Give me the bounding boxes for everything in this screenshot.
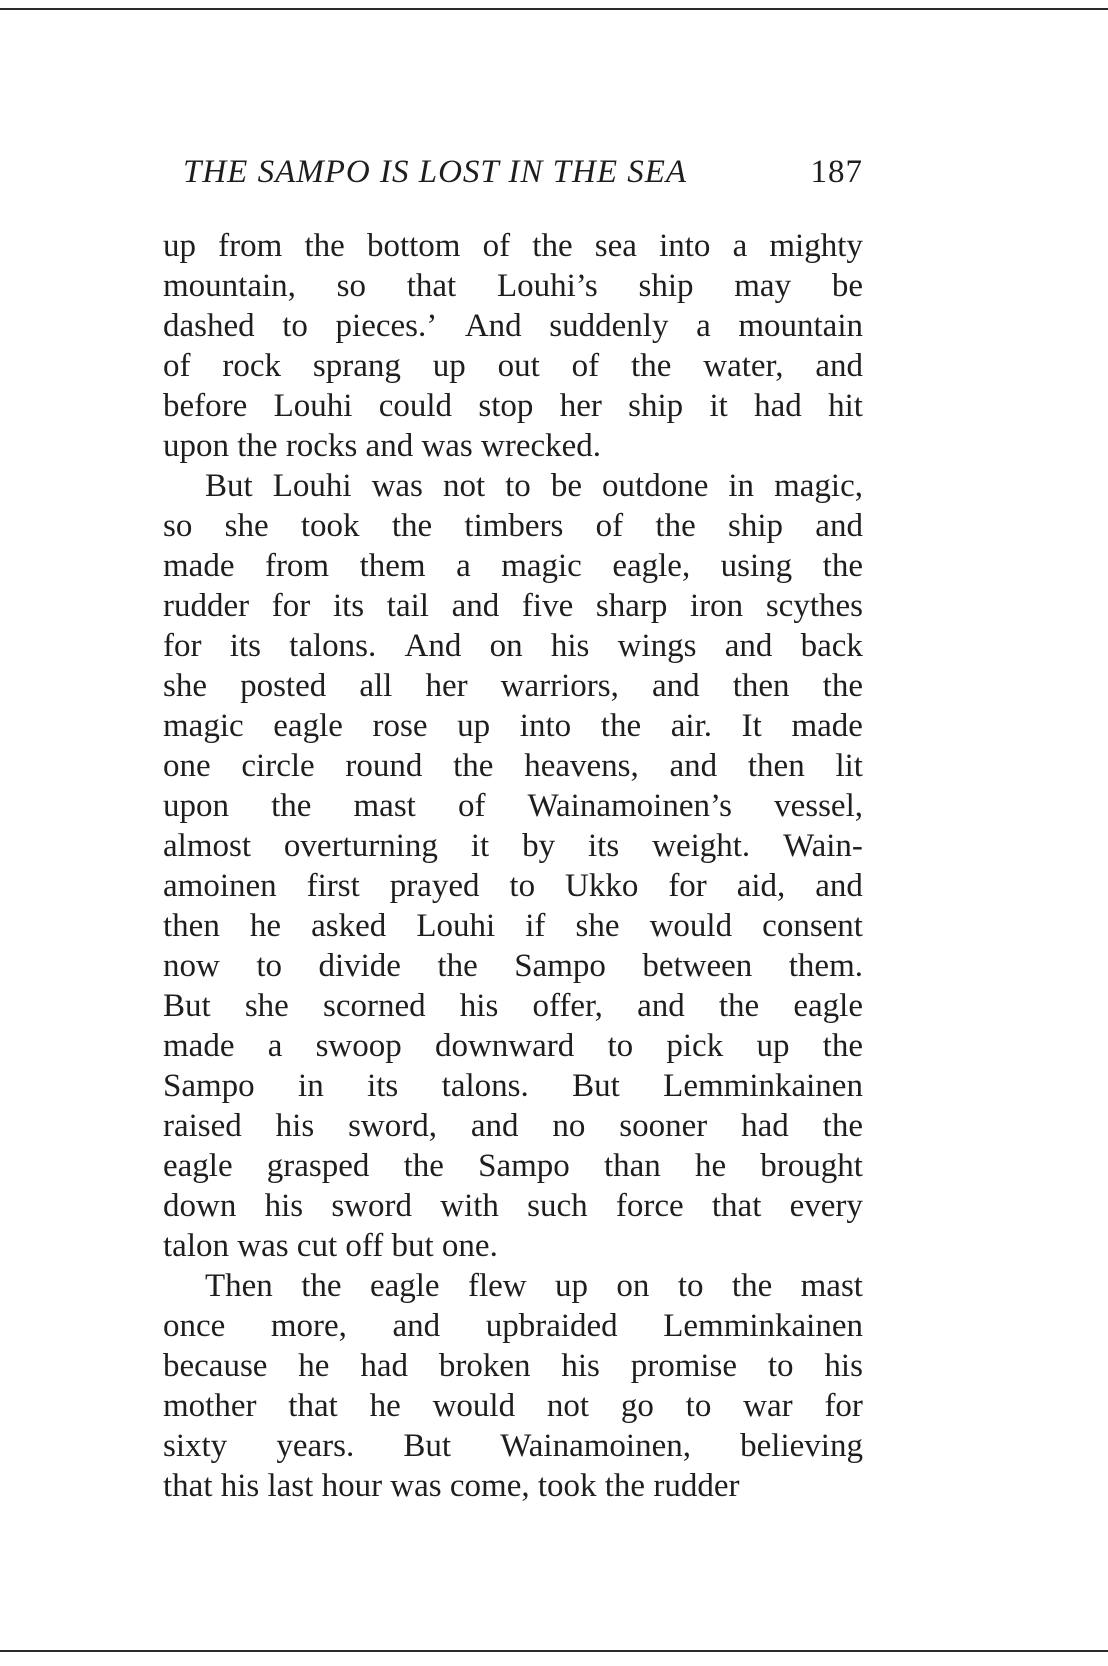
text-line: made from them a magic eagle, using the [163, 548, 863, 584]
text-line: But Louhi was not to be outdone in magic, [205, 468, 863, 504]
text-line: so she took the timbers of the ship and [163, 508, 863, 544]
body-text [163, 226, 863, 1506]
text-line: But she scorned his offer, and the eagle [163, 988, 863, 1024]
paragraph [163, 1266, 863, 1506]
text-line: made a swoop downward to pick up the [163, 1028, 863, 1064]
text-line: because he had broken his promise to his [163, 1348, 863, 1384]
text-line: magic eagle rose up into the air. It made [163, 708, 863, 744]
top-rule [0, 8, 1108, 10]
text-line: mountain, so that Louhi’s ship may be [163, 268, 863, 304]
running-title: THE SAMPO IS LOST IN THE SEA [183, 154, 688, 190]
text-line: Sampo in its talons. But Lemminkainen [163, 1068, 863, 1104]
text-line: raised his sword, and no sooner had the [163, 1108, 863, 1144]
text-line: she posted all her warriors, and then the [163, 668, 863, 704]
text-line: of rock sprang up out of the water, and [163, 348, 863, 384]
running-head [183, 154, 863, 198]
text-line: once more, and upbraided Lemminkainen [163, 1308, 863, 1344]
text-line: that his last hour was come, took the rudder [163, 1468, 740, 1504]
text-line: for its talons. And on his wings and back [163, 628, 863, 664]
text-line: Then the eagle flew up on to the mast [205, 1268, 863, 1304]
text-line: before Louhi could stop her ship it had hit [163, 388, 863, 424]
paragraph [163, 226, 863, 466]
text-line: then he asked Louhi if she would consent [163, 908, 863, 944]
text-line: one circle round the heavens, and then lit [163, 748, 863, 784]
text-line: sixty years. But Wainamoinen, believing [163, 1428, 863, 1464]
text-line: eagle grasped the Sampo than he brought [163, 1148, 863, 1184]
text-line: mother that he would not go to war for [163, 1388, 863, 1424]
text-line: talon was cut off but one. [163, 1228, 498, 1264]
text-line: almost overturning it by its weight. Wain- [163, 828, 863, 864]
text-line: dashed to pieces.’ And suddenly a mountain [163, 308, 863, 344]
text-line: up from the bottom of the sea into a mighty [163, 228, 863, 264]
text-line: upon the mast of Wainamoinen’s vessel, [163, 788, 863, 824]
bottom-rule [0, 1650, 1108, 1652]
page-number: 187 [810, 154, 863, 190]
text-line: amoinen first prayed to Ukko for aid, and [163, 868, 863, 904]
text-line: down his sword with such force that every [163, 1188, 863, 1224]
text-line: rudder for its tail and five sharp iron scythes [163, 588, 863, 624]
paragraph [163, 466, 863, 1266]
text-line: upon the rocks and was wrecked. [163, 428, 602, 464]
text-line: now to divide the Sampo between them. [163, 948, 863, 984]
